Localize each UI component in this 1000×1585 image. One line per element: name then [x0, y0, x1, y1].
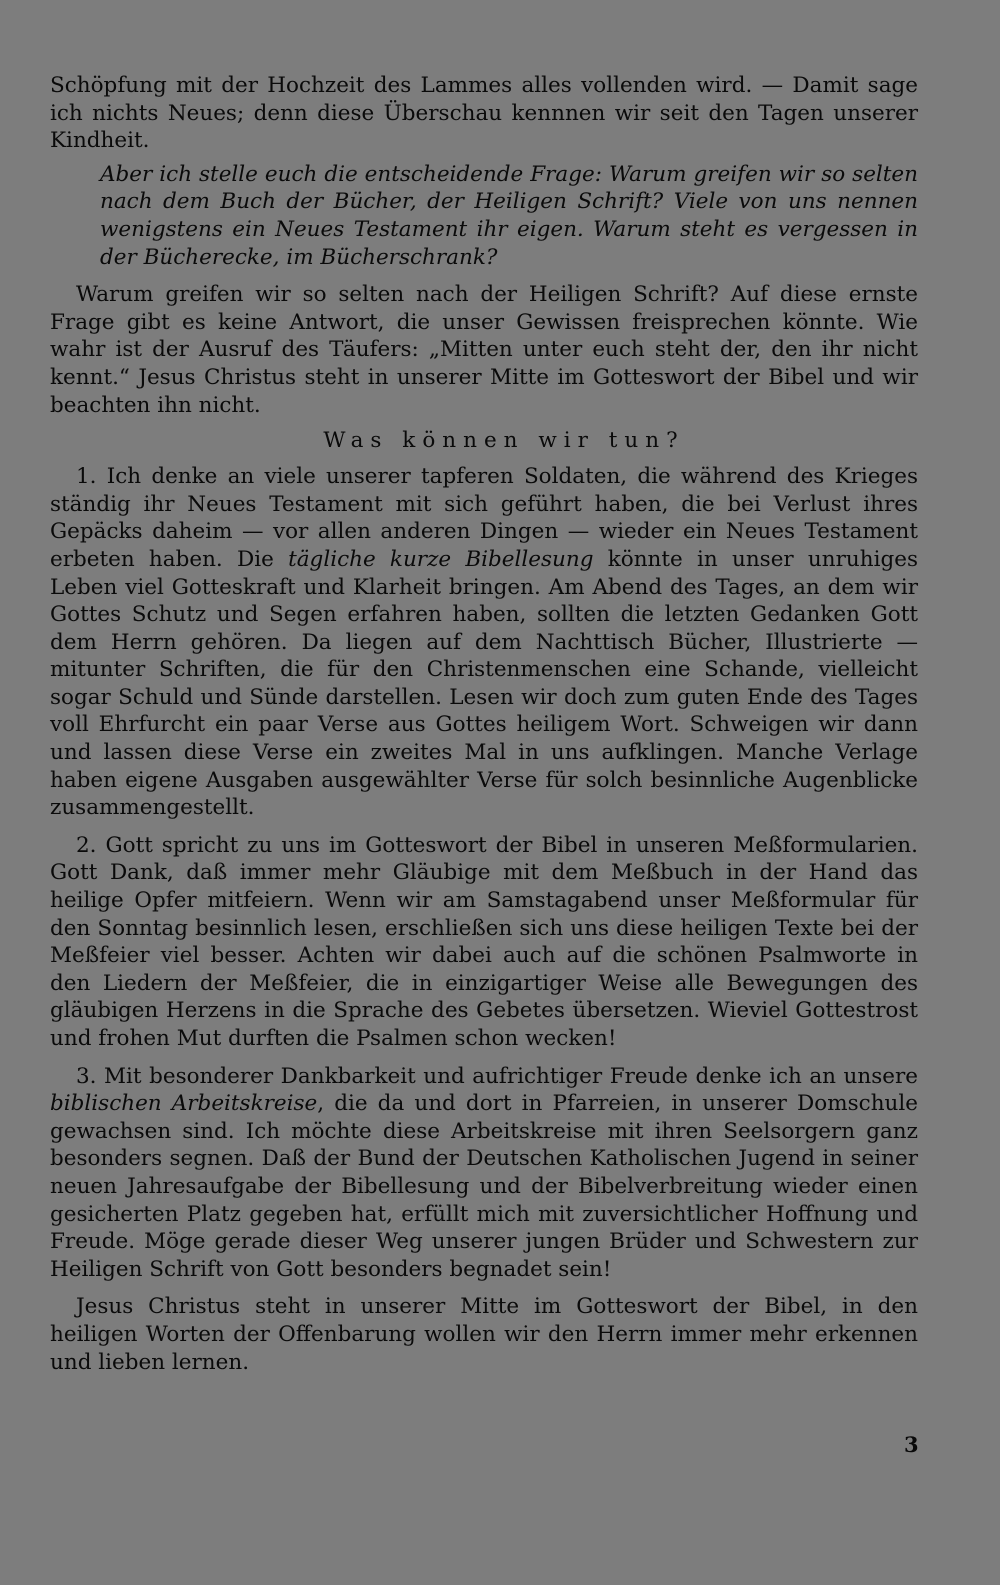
italic-question-quote: Aber ich stelle euch die entscheidende Frage: Warum greifen wir so selten nach dem Buch der Bücher, der Heiligen Schrift? Viele von uns nennen wenigstens ein Neues Testament ihr eigen. Warum steht es vergessen in der Bücherecke, im Bücherschrank? [100, 161, 918, 270]
list-item-1-emphasis: tägliche kurze Bibellesung [288, 546, 594, 572]
intro-paragraph: Schöpfung mit der Hochzeit des Lammes alles vollenden wird. — Damit sage ich nichts Neues; denn diese Überschau kennnen wir seit den Tagen unserer Kindheit. [50, 73, 918, 154]
list-item-1-text-b: könnte in unser unruhiges Leben viel Gotteskraft und Klarheit bringen. Am Abend des Tages, an dem wir Gottes Schutz und Segen erfahren haben, sollten die letzten Gedanken Gott dem Herrn gehören. Da liegen auf dem Nachttisch Bücher, Illustrierte — mitunter Schriften, die für den Christenmenschen eine Schande, vielleicht sogar Schuld und Sünde darstellen. Lesen wir doch zum guten Ende des Tages voll Ehrfurcht ein paar Verse aus Gottes heiligem Wort. Schweigen wir dann und lassen diese Verse ein zweites Mal in uns aufklingen. Manche Verlage haben eigene Ausgaben ausgewählter Verse für solch besinnliche Augenblicke zusammengestellt. [50, 546, 918, 821]
page-number: 3 [904, 1432, 919, 1457]
section-heading: Was können wir tun? [323, 428, 685, 454]
document-page [50, 72, 918, 1376]
list-item-3-text-a: 3. Mit besonderer Dankbarkeit und aufrichtiger Freude denke ich an unsere [76, 1063, 918, 1089]
list-item-2: 2. Gott spricht zu uns im Gotteswort der Bibel in unseren Meßformularien. Gott Dank, daß immer mehr Gläubige mit dem Meßbuch in der Hand das heilige Opfer mitfeiern. Wenn wir am Samstagabend unser Meßformular für den Sonntag besinnlich lesen, erschließen sich uns diese heiligen Texte bei der Meßfeier viel besser. Achten wir dabei auch auf die schönen Psalmworte in den Liedern der Meßfeier, die in einzigartiger Weise alle Bewegungen des gläubigen Herzens in die Sprache des Gebetes übersetzen. Wieviel Gottestrost und frohen Mut durften die Psalmen schon wecken! [50, 832, 918, 1051]
list-item-3-text-b: , die da und dort in Pfarreien, in unserer Domschule gewachsen sind. Ich möchte diese Arbeitskreise mit ihren Seelsorgern ganz besonders segnen. Daß der Bund der Deutschen Katholischen Jugend in seiner neuen Jahresaufgabe der Bibellesung und der Bibelverbreitung wieder einen gesicherten Platz gegeben hat, erfüllt mich mit zuversichtlicher Hoffnung und Freude. Möge gerade dieser Weg unserer jungen Brüder und Schwestern zur Heiligen Schrift von Gott besonders begnadet sein! [50, 1091, 918, 1282]
list-item-1-text-a: 1. Ich denke an viele unserer tapferen Soldaten, die während des Krieges ständig ihr Neues Testament mit sich geführt haben, die bei Verlust ihres Gepäcks daheim — vor allen anderen Dingen — wieder ein Neues Testament erbeten haben. Die [50, 464, 918, 572]
list-item-3 [50, 1063, 918, 1284]
closing-paragraph: Jesus Christus steht in unserer Mitte im Gotteswort der Bibel, in den heiligen Worten der Offenbarung wollen wir den Herrn immer mehr erkennen und lieben lernen. [50, 1294, 918, 1375]
list-item-1 [50, 463, 918, 822]
question-paragraph: Warum greifen wir so selten nach der Heiligen Schrift? Auf diese ernste Frage gibt es keine Antwort, die unser Gewissen freisprechen könnte. Wie wahr ist der Ausruf des Täufers: „Mitten unter euch steht der, den ihr nicht kennt.“ Jesus Christus steht in unserer Mitte im Gotteswort der Bibel und wir beachten ihn nicht. [50, 282, 918, 418]
list-item-3-emphasis: biblischen Arbeitskreise [50, 1091, 318, 1117]
